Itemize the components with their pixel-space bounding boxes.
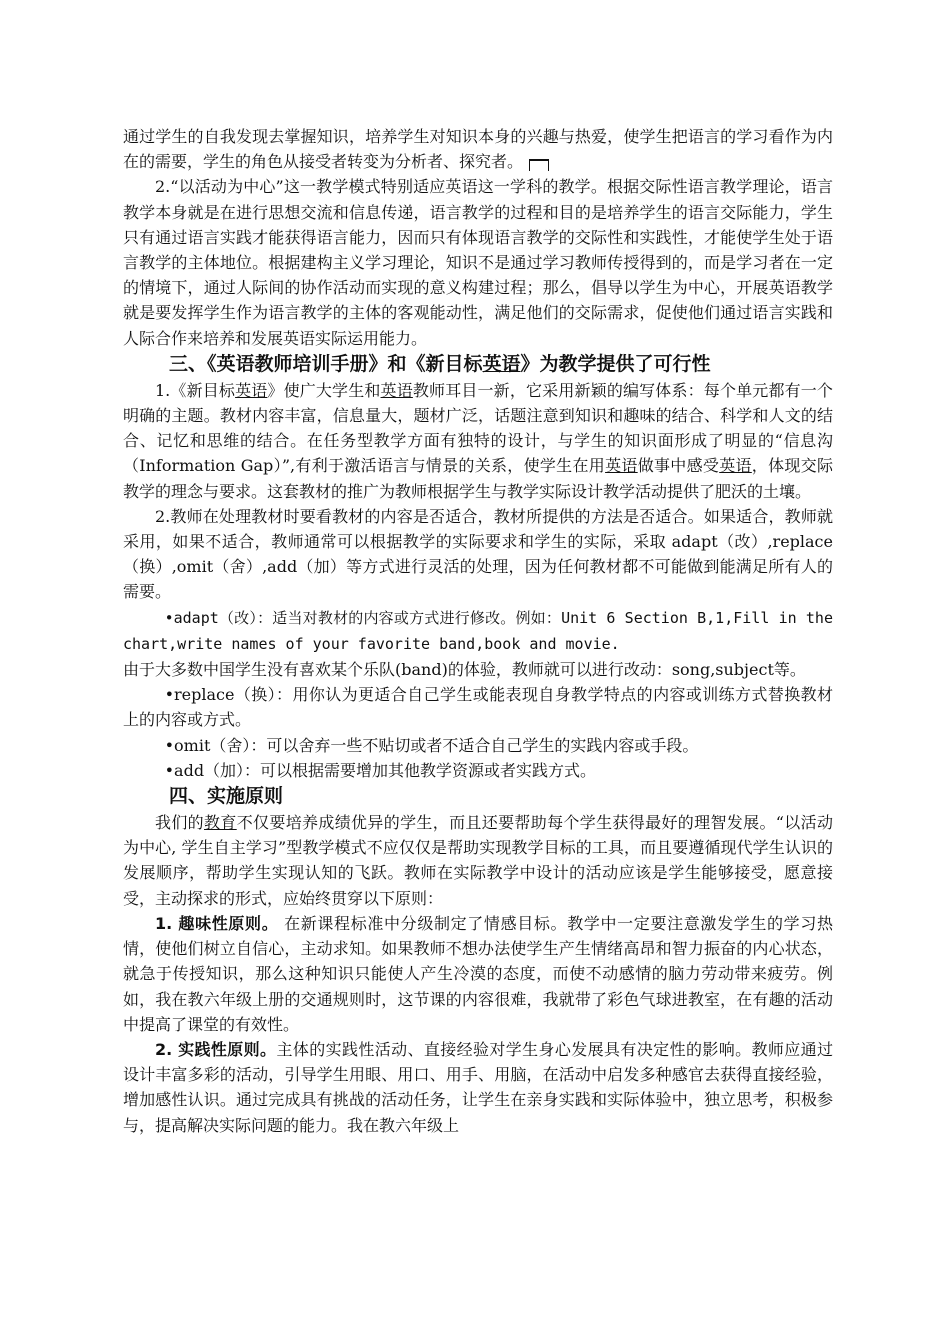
principle-title: 1. 趣味性原则。: [155, 913, 279, 933]
paragraph-textbook: 1.《新目标英语》使广大学生和英语教师耳目一新，它采用新颖的编写体系：每个单元都有一个明确的主题。教材内容丰富，信息量大，题材广泛，话题注意到知识和趣味的结合、科学和人文的结合、记忆和思维的结合。在任务型教学方面有独特的设计，与学生的知识面形成了明显的“信息沟（Information Gap）”,有利于激活语言与情景的关系，使学生在用英语做事中感受英语，体现交际教学的理念与要求。这套教材的推广为教师根据学生与教学实际设计教学活动提供了肥沃的土壤。: [123, 380, 833, 501]
bullet-omit: •omit（舍）：可以舍弃一些不贴切或者不适合自己学生的实践内容或手段。: [164, 735, 699, 755]
bullet-replace: •replace（换）：用你认为更适合自己学生或能表现自身教学特点的内容或训练方式替换教材上的内容或方式。: [123, 685, 833, 730]
section-heading-4: 四、实施原则: [169, 785, 284, 808]
paragraph-material-handling: 2.教师在处理教材时要看教材的内容是否适合，教材所提供的方法是否适合。如果适合，教师就采用，如果不适合，教师通常可以根据教学的实际要求和学生的实际，采取 adapt（改）,replace（换）,omit（舍）,add（加）等方式进行灵活的处理，因为任何教材都不可能做到能满足所有人的需要。: [123, 506, 833, 602]
principle-title: 2. 实践性原则。: [155, 1039, 277, 1059]
paragraph-principles-intro: 我们的教育不仅要培养成绩优异的学生，而且还要帮助每个学生获得最好的理智发展。“以活动为中心, 学生自主学习”型教学模式不应仅仅是帮助实现教学目标的工具，而且要遵循现代学生认识的发展顺序，帮助学生实现认知的飞跃。教师在实际教学中设计的活动应该是学生能够接受，愿意接受，主动探求的形式，应始终贯穿以下原则：: [123, 813, 833, 908]
paragraph-continuation: [123, 124, 833, 174]
paragraph-principle-interest: 1. 趣味性原则。 在新课程标准中分级制定了情感目标。教学中一定要注意激发学生的学习热情，使他们树立自信心，主动求知。如果教师不想办法使学生产生情绪高昂和智力振奋的内心状态，就急于传授知识，那么这种知识只能使人产生冷漠的态度，而使不动感情的脑力劳动带来疲劳。例如，我在教六年级上册的交通规则时，这节课的内容很难，我就带了彩色气球进教室，在有趣的活动中提高了课堂的有效性。: [123, 913, 833, 1034]
underlined-link: 教育: [204, 813, 237, 833]
document-body: [123, 124, 833, 1138]
underlined-link: 英语: [482, 352, 521, 375]
paragraph-principle-practice: 2. 实践性原则。主体的实践性活动、直接经验对学生身心发展具有决定性的影响。教师应通过设计丰富多彩的活动，引导学生用眼、用口、用手、用脑，在活动中启发多种感官去获得直接经验，增加感性认识。通过完成具有挑战的活动任务，让学生在亲身实践和实际体验中，独立思考，积极参与，提高解决实际问题的能力。我在教六年级上: [123, 1039, 833, 1135]
paragraph-text: 通过学生的自我发现去掌握知识，培养学生对知识本身的兴趣与热爱，使学生把语言的学习看作为内在的需要，学生的角色从接受者转变为分析者、探究者。: [123, 127, 833, 172]
underlined-link: 英语: [605, 456, 638, 476]
bullet-adapt: •adapt（改）：适当对教材的内容或方式进行修改。例如：Unit 6 Section B,1,Fill in the chart,write names of your favorite band,book and movie. 由于大多数中国学生没有喜欢某个乐队(band)的体验，教师就可以进行改动：song,subject等。: [123, 608, 833, 680]
underlined-link: 英语: [719, 456, 752, 476]
bullet-add: •add（加）：可以根据需要增加其他教学资源或者实践方式。: [164, 760, 597, 780]
underlined-link: 英语: [380, 380, 413, 400]
edit-mark-icon: [529, 159, 549, 171]
section-heading-3: 三、《英语教师培训手册》和《新目标英语》为教学提供了可行性: [169, 352, 711, 375]
paragraph-activity-center: 2.“以活动为中心”这一教学模式特别适应英语这一学科的教学。根据交际性语言教学理论，语言教学本身就是在进行思想交流和信息传递，语言教学的过程和目的是培养学生的语言交际能力，学生只有通过语言实践才能获得语言能力，因而只有体现语言教学的交际性和实践性，才能使学生处于语言教学的主体地位。根据建构主义学习理论，知识不是通过学习教师传授得到的，而是学习者在一定的情境下，通过人际间的协作活动而实现的意义构建过程；那么，倡导以学生为中心，开展英语教学就是要发挥学生作为语言教学的主体的客观能动性，满足他们的交际需求，促使他们通过语言实践和人际合作来培养和发展英语实际运用能力。: [123, 177, 833, 348]
underlined-link: 英语: [235, 380, 268, 400]
